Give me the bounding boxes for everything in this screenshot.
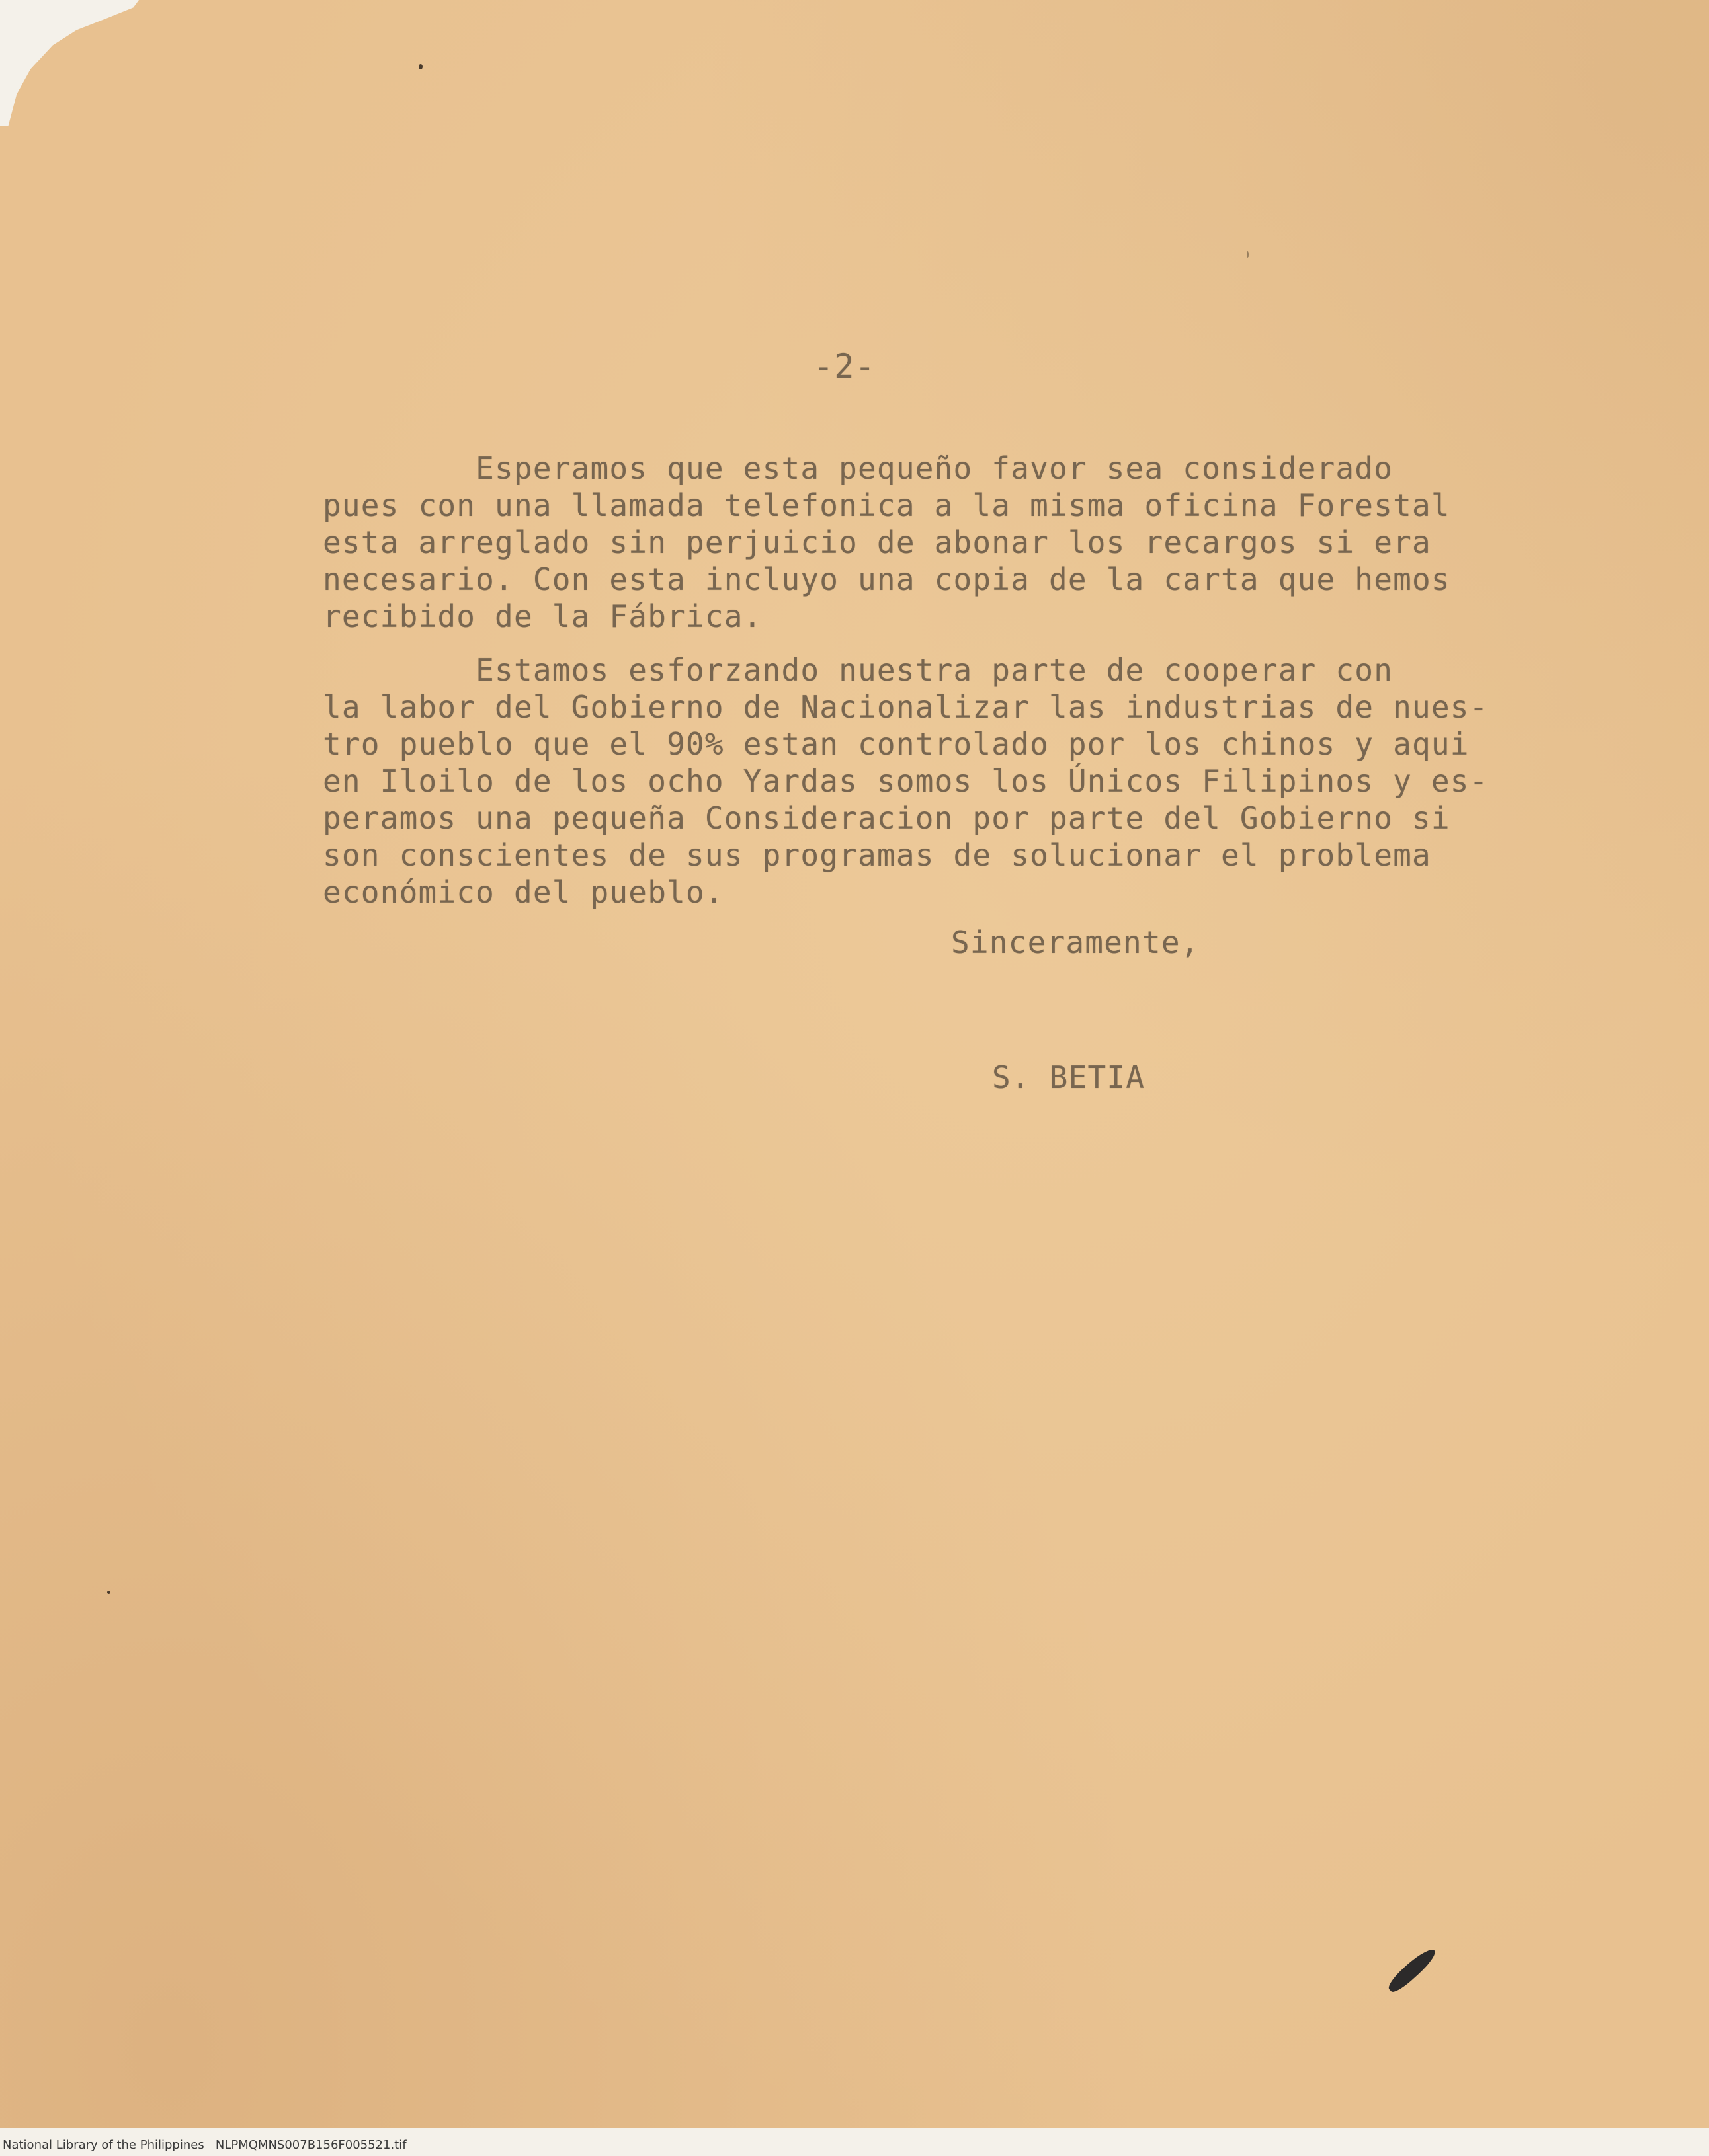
paper-speck xyxy=(419,64,423,69)
signature: S. BETIA xyxy=(992,1059,1146,1095)
paragraph-1: Esperamos que esta pequeño favor sea considerado pues con una llamada telefonica a la misma oficina Forestal esta arreglado sin perjuicio de abonar los recargos si era necesario. Con esta incluyo una copia de la carta que hemos recibido de la Fábrica. xyxy=(323,450,1450,634)
ink-stain xyxy=(1385,1945,1439,1996)
paragraph-2: Estamos esforzando nuestra parte de cooperar con la labor del Gobierno de Nacionalizar las industrias de nues- tro pueblo que el 90% estan controlado por los chinos y aqui en Iloilo de los ocho Yardas somos los Únicos Filipinos y es- peramos una pequeña Consideracion por parte del Gobierno si son conscientes de sus programas de solucionar el problema económico del pueblo. xyxy=(323,652,1489,910)
paper-speck xyxy=(107,1591,110,1594)
page-number: -2- xyxy=(813,347,876,386)
closing: Sinceramente, xyxy=(951,925,1200,960)
torn-corner xyxy=(0,0,139,126)
paper-speck xyxy=(1247,251,1249,258)
archive-caption: National Library of the Philippines NLPMQMNS007B156F005521.tif xyxy=(3,2138,407,2152)
